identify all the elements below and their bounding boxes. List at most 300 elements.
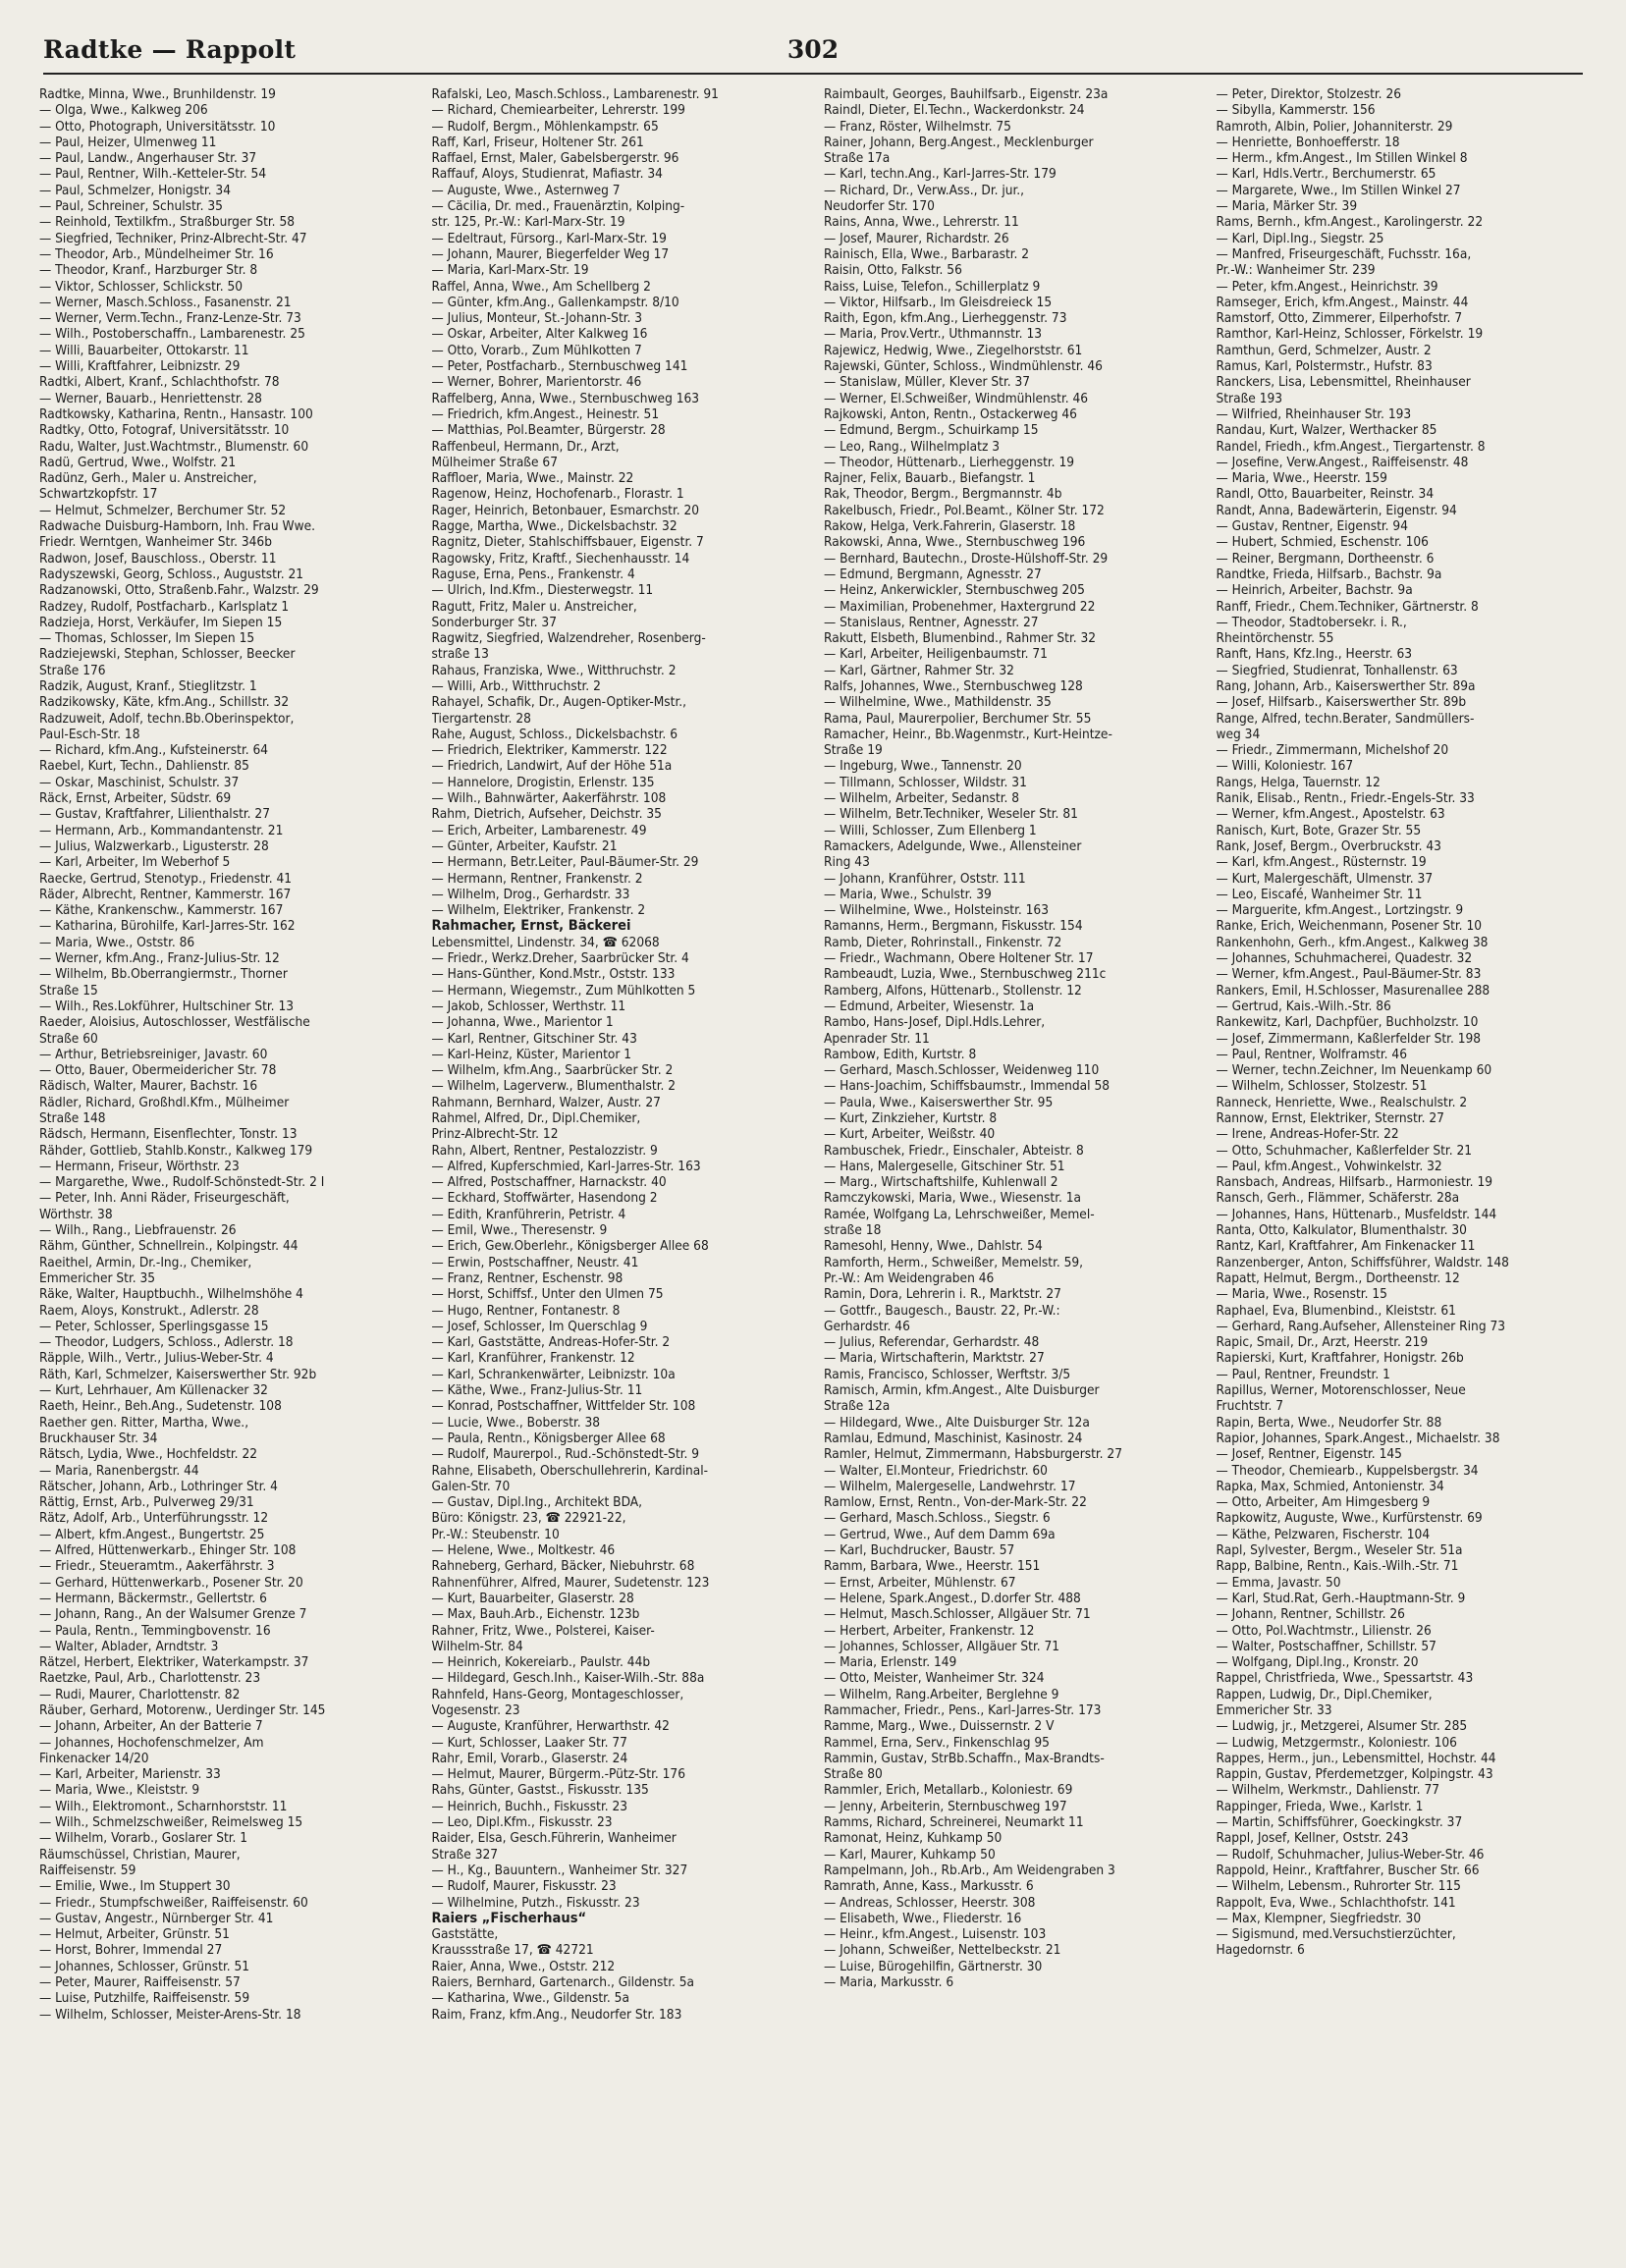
directory-entry: Raiers „Fischerhaus“ (431, 1910, 587, 1926)
directory-entry: Radtki, Albert, Kranf., Schlachthofstr. 78 (39, 374, 280, 391)
directory-entry: Rammler, Erich, Metallarb., Koloniestr. 69 (824, 1782, 1073, 1799)
directory-entry: — Paul, Rentner, Wolframstr. 46 (1216, 1046, 1407, 1062)
directory-entry: — Wilhelm, Schlosser, Meister-Arens-Str. 18 (39, 2006, 301, 2023)
directory-entry: — Katharina, Wwe., Gildenstr. 5a (431, 1990, 629, 2007)
directory-entry: — Hildegard, Wwe., Alte Duisburger Str. 12a (824, 1414, 1090, 1431)
directory-entry: — Walter, Postschaffner, Schillstr. 57 (1216, 1638, 1436, 1654)
directory-entry: Raiers, Bernhard, Gartenarch., Gildenstr. 5a (431, 1974, 695, 1991)
directory-entry: — Gustav, Dipl.Ing., Architekt BDA, (431, 1494, 642, 1511)
directory-entry: Prinz-Albrecht-Str. 12 (431, 1126, 559, 1143)
directory-entry: — Jakob, Schlosser, Werthstr. 11 (431, 998, 626, 1014)
directory-entry: Rajkowski, Anton, Rentn., Ostackerweg 46 (824, 405, 1077, 422)
directory-entry: Rapkowitz, Auguste, Wwe., Kurfürstenstr. 69 (1216, 1510, 1483, 1527)
directory-entry: — Werner, Masch.Schloss., Fasanenstr. 21 (39, 294, 292, 310)
directory-entry: — Martin, Schiffsführer, Goeckingkstr. 37 (1216, 1814, 1463, 1831)
directory-entry: Rang, Johann, Arb., Kaiserswerther Str. 89a (1216, 677, 1476, 694)
directory-entry: — Andreas, Schlosser, Heerstr. 308 (824, 1894, 1036, 1911)
directory-entry: — Viktor, Hilfsarb., Im Gleisdreieck 15 (824, 294, 1053, 310)
directory-entry: — Walter, El.Monteur, Friedrichstr. 60 (824, 1462, 1048, 1479)
directory-entry: — Hans-Joachim, Schiffsbaumstr., Immendal 58 (824, 1078, 1111, 1095)
directory-entry: — Julius, Referendar, Gerhardstr. 48 (824, 1334, 1040, 1351)
directory-entry: — Viktor, Schlosser, Schlickstr. 50 (39, 278, 244, 295)
directory-entry: — Luise, Bürogehilfin, Gärtnerstr. 30 (824, 1958, 1043, 1974)
directory-entry: Rambo, Hans-Josef, Dipl.Hdls.Lehrer, (824, 1014, 1046, 1031)
directory-entry: — Paul, kfm.Angest., Vohwinkelstr. 32 (1216, 1158, 1442, 1174)
directory-entry: — Karl, Dipl.Ing., Siegstr. 25 (1216, 230, 1384, 246)
directory-entry: — Josef, Hilfsarb., Kaiserswerther Str. 89b (1216, 694, 1467, 711)
directory-entry: Räuber, Gerhard, Motorenw., Uerdinger Str. 145 (39, 1701, 326, 1718)
directory-entry: — Emil, Wwe., Theresenstr. 9 (431, 1222, 608, 1239)
directory-entry: Rakutt, Elsbeth, Blumenbind., Rahmer Str. 32 (824, 630, 1097, 647)
directory-entry: — Karl-Heinz, Küster, Marientor 1 (431, 1046, 632, 1062)
directory-entry: — Gerhard, Hüttenwerkarb., Posener Str. 20 (39, 1574, 303, 1591)
directory-entry: — Katharina, Bürohilfe, Karl-Jarres-Str. 162 (39, 918, 296, 935)
directory-entry: Räumschüssel, Christian, Maurer, (39, 1846, 241, 1863)
directory-entry: Ramée, Wolfgang La, Lehrschweißer, Memel- (824, 1206, 1095, 1222)
directory-entry: — Karl, Gaststätte, Andreas-Hofer-Str. 2 (431, 1334, 671, 1351)
directory-entry: — Richard, Chemiearbeiter, Lehrerstr. 199 (431, 102, 685, 119)
directory-entry: Rähm, Günther, Schnellrein., Kolpingstr. 44 (39, 1238, 298, 1255)
directory-entry: — Maximilian, Probenehmer, Haxtergrund 22 (824, 598, 1096, 615)
directory-entry: Rapillus, Werner, Motorenschlosser, Neue (1216, 1382, 1466, 1399)
directory-entry: Ranik, Elisab., Rentn., Friedr.-Engels-Str. 33 (1216, 790, 1475, 807)
directory-entry: Kraussstraße 17, ☎ 42721 (431, 1942, 594, 1959)
directory-entry: — Helmut, Maurer, Bürgerm.-Pütz-Str. 176 (431, 1766, 685, 1783)
directory-entry: Rahs, Günter, Gastst., Fiskusstr. 135 (431, 1782, 649, 1799)
directory-entry: — Karl, Hdls.Vertr., Berchumerstr. 65 (1216, 166, 1436, 183)
directory-entry: — Heinrich, Buchh., Fiskusstr. 23 (431, 1798, 628, 1814)
directory-entry: Ramlau, Edmund, Maschinist, Kasinostr. 24 (824, 1430, 1083, 1446)
directory-entry: — Maria, Wwe., Oststr. 86 (39, 934, 195, 950)
directory-entry: — Edmund, Arbeiter, Wiesenstr. 1a (824, 998, 1035, 1014)
directory-entry: — Albert, kfm.Angest., Bungertstr. 25 (39, 1526, 265, 1542)
directory-entry: Straße 148 (39, 1110, 106, 1126)
directory-entry: — Heinz, Ankerwickler, Sternbuschweg 205 (824, 582, 1085, 599)
directory-entry: — Werner, techn.Zeichner, Im Neuenkamp 60 (1216, 1062, 1492, 1079)
directory-entry: Rapic, Smail, Dr., Arzt, Heerstr. 219 (1216, 1334, 1429, 1351)
directory-entry: — Rudolf, Schuhmacher, Julius-Weber-Str. 46 (1216, 1846, 1485, 1863)
directory-entry: — Werner, El.Schweißer, Windmühlenstr. 46 (824, 390, 1089, 406)
directory-entry: — Marguerite, kfm.Angest., Lortzingstr. 9 (1216, 902, 1464, 919)
directory-entry: — Theodor, Ludgers, Schloss., Adlerstr. 18 (39, 1334, 294, 1351)
directory-entry: — Johannes, Schuhmacherei, Quadestr. 32 (1216, 950, 1473, 967)
directory-entry: Raffloer, Maria, Wwe., Mainstr. 22 (431, 470, 634, 487)
directory-entry: Ranta, Otto, Kalkulator, Blumenthalstr. 30 (1216, 1222, 1467, 1239)
directory-entry: Rättig, Ernst, Arb., Pulverweg 29/31 (39, 1494, 254, 1511)
directory-entry: Ramacher, Heinr., Bb.Wagenmstr., Kurt-Heintze- (824, 726, 1112, 742)
directory-entry: Radwon, Josef, Bauschloss., Oberstr. 11 (39, 550, 277, 567)
directory-entry: Ramthun, Gerd, Schmelzer, Austr. 2 (1216, 342, 1432, 358)
directory-entry: — Paul, Landw., Angerhauser Str. 37 (39, 150, 257, 167)
directory-entry: Rappinger, Frieda, Wwe., Karlstr. 1 (1216, 1798, 1424, 1814)
directory-entry: — Karl, Stud.Rat, Gerh.-Hauptmann-Str. 9 (1216, 1590, 1466, 1606)
directory-entry: — Paul, Rentner, Wilh.-Ketteler-Str. 54 (39, 166, 267, 183)
directory-entry: Radziejewski, Stephan, Schlosser, Beecker (39, 646, 296, 663)
directory-entry: Rajewski, Günter, Schloss., Windmühlenstr. 46 (824, 358, 1103, 375)
directory-entry: — Jenny, Arbeiterin, Sternbuschweg 197 (824, 1798, 1067, 1814)
directory-entry: — Friedrich, kfm.Angest., Heinestr. 51 (431, 405, 660, 422)
directory-entry: — Otto, Bauer, Obermeidericher Str. 78 (39, 1062, 277, 1079)
directory-entry: Raem, Aloys, Konstrukt., Adlerstr. 28 (39, 1302, 259, 1319)
directory-entry: Randau, Kurt, Walzer, Werthacker 85 (1216, 422, 1437, 439)
directory-entry: Ramus, Karl, Polstermstr., Hufstr. 83 (1216, 358, 1433, 375)
directory-entry: Rama, Paul, Maurerpolier, Berchumer Str. 55 (824, 710, 1092, 727)
directory-entry: Ralfs, Johannes, Wwe., Sternbuschweg 128 (824, 677, 1083, 694)
directory-entry: Raff, Karl, Friseur, Holtener Str. 261 (431, 134, 644, 150)
directory-entry: — Ingeburg, Wwe., Tannenstr. 20 (824, 758, 1022, 775)
directory-entry: Ramler, Helmut, Zimmermann, Habsburgerstr. 27 (824, 1446, 1122, 1463)
directory-entry: Ramczykowski, Maria, Wwe., Wiesenstr. 1a (824, 1190, 1082, 1207)
directory-entry: — Julius, Monteur, St.-Johann-Str. 3 (431, 310, 643, 327)
directory-entry: — Heinr., kfm.Angest., Luisenstr. 103 (824, 1926, 1047, 1943)
directory-entry: Rammin, Gustav, StrBb.Schaffn., Max-Brandts- (824, 1750, 1105, 1766)
directory-entry: — Wilh., Bahnwärter, Aakerfährstr. 108 (431, 790, 667, 807)
directory-entry: — Franz, Rentner, Eschenstr. 98 (431, 1269, 623, 1286)
directory-entry: — Helmut, Schmelzer, Berchumer Str. 52 (39, 502, 287, 518)
directory-entry: — Wilhelmine, Wwe., Holsteinstr. 163 (824, 902, 1049, 919)
directory-entry: Ramforth, Herm., Schweißer, Memelstr. 59, (824, 1254, 1084, 1270)
directory-entry: Rampelmann, Joh., Rb.Arb., Am Weidengraben 3 (824, 1862, 1115, 1878)
directory-entry: Straße 12a (824, 1398, 891, 1415)
directory-entry: — Peter, Inh. Anni Räder, Friseurgeschäft, (39, 1190, 290, 1207)
directory-entry: — Auguste, Wwe., Asternweg 7 (431, 182, 621, 198)
directory-entry: Rahn, Albert, Rentner, Pestalozzistr. 9 (431, 1142, 658, 1159)
directory-entry: — Maria, Wwe., Schulstr. 39 (824, 886, 992, 902)
directory-entry: — Julius, Walzwerkarb., Ligusterstr. 28 (39, 837, 269, 854)
directory-entry: Wilhelm-Str. 84 (431, 1638, 523, 1654)
directory-entry: Rankewitz, Karl, Dachpfüer, Buchholzstr. 10 (1216, 1014, 1479, 1031)
directory-entry: — Wilhelm, Bb.Oberrangiermstr., Thorner (39, 966, 288, 983)
directory-entry: — Leo, Eiscafé, Wanheimer Str. 11 (1216, 886, 1423, 902)
directory-entry: Range, Alfred, techn.Berater, Sandmüllers- (1216, 710, 1475, 727)
directory-entry: Lebensmittel, Lindenstr. 34, ☎ 62068 (431, 934, 660, 950)
directory-entry: — Kurt, Schlosser, Laaker Str. 77 (431, 1734, 627, 1751)
directory-entry: Ramisch, Armin, kfm.Angest., Alte Duisburger (824, 1382, 1100, 1399)
directory-entry: — Friedr., Werkz.Dreher, Saarbrücker Str. 4 (431, 950, 689, 967)
directory-entry: Ramroth, Albin, Polier, Johanniterstr. 29 (1216, 118, 1453, 135)
directory-entry: Raguse, Erna, Pens., Frankenstr. 4 (431, 566, 635, 582)
directory-entry: — Siegfried, Techniker, Prinz-Albrecht-Str. 47 (39, 230, 307, 246)
directory-entry: Raim, Franz, kfm.Ang., Neudorfer Str. 183 (431, 2006, 682, 2023)
directory-entry: Ramrath, Anne, Kass., Markusstr. 6 (824, 1878, 1034, 1895)
directory-entry: Rannow, Ernst, Elektriker, Sternstr. 27 (1216, 1110, 1444, 1126)
directory-entry: — Herm., kfm.Angest., Im Stillen Winkel 8 (1216, 150, 1468, 167)
directory-entry: Radzik, August, Kranf., Stieglitzstr. 1 (39, 677, 257, 694)
directory-entry: Raffael, Ernst, Maler, Gabelsbergerstr. 96 (431, 150, 679, 167)
directory-entry: weg 34 (1216, 726, 1261, 742)
directory-entry: — Peter, kfm.Angest., Heinrichstr. 39 (1216, 278, 1438, 295)
directory-entry: Ragwitz, Siegfried, Walzendreher, Rosenberg- (431, 630, 706, 647)
directory-entry: — Gertrud, Wwe., Auf dem Damm 69a (824, 1526, 1056, 1542)
directory-entry: Radzey, Rudolf, Postfacharb., Karlsplatz 1 (39, 598, 290, 615)
directory-entry: Raetzke, Paul, Arb., Charlottenstr. 23 (39, 1670, 261, 1687)
directory-entry: Randtke, Frieda, Hilfsarb., Bachstr. 9a (1216, 566, 1442, 582)
directory-entry: — Wilhelmine, Wwe., Mathildenstr. 35 (824, 694, 1052, 711)
directory-entry: Räck, Ernst, Arbeiter, Südstr. 69 (39, 790, 232, 807)
directory-entry: Ramms, Richard, Schreinerei, Neumarkt 11 (824, 1814, 1084, 1831)
directory-entry: — Max, Klempner, Siegfriedstr. 30 (1216, 1910, 1422, 1926)
directory-entry: — Hermann, Wiegemstr., Zum Mühlkotten 5 (431, 982, 696, 999)
directory-entry: — Friedrich, Landwirt, Auf der Höhe 51a (431, 758, 673, 775)
directory-entry: — Siegfried, Studienrat, Tonhallenstr. 63 (1216, 662, 1458, 678)
directory-entry: — Josef, Maurer, Richardstr. 26 (824, 230, 1009, 246)
directory-entry: — Gustav, Rentner, Eigenstr. 94 (1216, 518, 1408, 535)
directory-entry: Schwartzkopfstr. 17 (39, 486, 158, 503)
directory-entry: — Leo, Rang., Wilhelmplatz 3 (824, 438, 1001, 455)
directory-entry: Raeder, Aloisius, Autoschlosser, Westfälische (39, 1014, 310, 1031)
directory-entry: — Hans-Günther, Kond.Mstr., Oststr. 133 (431, 966, 676, 983)
directory-entry: Rahr, Emil, Vorarb., Glaserstr. 24 (431, 1750, 628, 1766)
directory-entry: Rapka, Max, Schmied, Antonienstr. 34 (1216, 1478, 1444, 1494)
directory-entry: Rätscher, Johann, Arb., Lothringer Str. 4 (39, 1478, 278, 1494)
directory-entry: — Sibylla, Kammerstr. 156 (1216, 102, 1376, 119)
directory-entry: — Theodor, Kranf., Harzburger Str. 8 (39, 262, 258, 279)
directory-entry: — Theodor, Stadtobersekr. i. R., (1216, 614, 1407, 630)
directory-entry: Rahaus, Franziska, Wwe., Witthruchstr. 2 (431, 662, 677, 678)
directory-entry: Ramstorf, Otto, Zimmerer, Eilperhofstr. 7 (1216, 310, 1463, 327)
directory-entry: — Stanislaw, Müller, Klever Str. 37 (824, 374, 1031, 391)
directory-entry: Neudorfer Str. 170 (824, 198, 935, 215)
directory-entry: Rangs, Helga, Tauernstr. 12 (1216, 774, 1381, 790)
directory-entry: Raier, Anna, Wwe., Oststr. 212 (431, 1958, 616, 1974)
directory-entry: — Josef, Schlosser, Im Querschlag 9 (431, 1318, 648, 1334)
directory-entry: — Richard, Dr., Verw.Ass., Dr. jur., (824, 182, 1025, 198)
directory-entry: Rahnenführer, Alfred, Maurer, Sudetenstr. 123 (431, 1574, 710, 1591)
directory-entry: Radzuweit, Adolf, techn.Bb.Oberinspektor, (39, 710, 295, 727)
directory-entry: Radyszewski, Georg, Schloss., Auguststr. 21 (39, 566, 304, 582)
directory-entry: — Karl, kfm.Angest., Rüsternstr. 19 (1216, 854, 1427, 871)
directory-entry: Rank, Josef, Bergm., Overbruckstr. 43 (1216, 837, 1441, 854)
directory-entry: Raebel, Kurt, Techn., Dahlienstr. 85 (39, 758, 249, 775)
directory-entry: — Karl, Maurer, Kuhkamp 50 (824, 1846, 996, 1863)
page-number: 302 (786, 35, 840, 64)
directory-entry: Gaststätte, (431, 1926, 499, 1943)
directory-entry: — Maria, Wwe., Kleiststr. 9 (39, 1782, 200, 1799)
directory-entry: Ramis, Francisco, Schlosser, Werftstr. 3/5 (824, 1366, 1071, 1382)
directory-entry: — Maria, Prov.Vertr., Uthmannstr. 13 (824, 326, 1043, 343)
directory-entry: — Josefine, Verw.Angest., Raiffeisenstr. 48 (1216, 454, 1469, 470)
directory-entry: — Matthias, Pol.Beamter, Bürgerstr. 28 (431, 422, 666, 439)
directory-entry: Rädsch, Hermann, Eisenflechter, Tonstr. 13 (39, 1126, 298, 1143)
directory-entry: — Edith, Kranführerin, Petristr. 4 (431, 1206, 626, 1222)
directory-entry: Rahner, Fritz, Wwe., Polsterei, Kaiser- (431, 1622, 655, 1639)
directory-entry: — Otto, Arbeiter, Am Himgesberg 9 (1216, 1494, 1431, 1511)
directory-entry: — Paula, Rentn., Temmingbovenstr. 16 (39, 1622, 271, 1639)
directory-entry: — Rudi, Maurer, Charlottenstr. 82 (39, 1686, 241, 1702)
directory-entry: — Johann, Rang., An der Walsumer Grenze 7 (39, 1606, 307, 1623)
directory-entry: — Willi, Koloniestr. 167 (1216, 758, 1354, 775)
directory-entry: Ramlow, Ernst, Rentn., Von-der-Mark-Str. 22 (824, 1494, 1087, 1511)
directory-entry: Radu, Walter, Just.Wachtmstr., Blumenstr. 60 (39, 438, 309, 455)
directory-entry: — Wilhelm, Schlosser, Stolzestr. 51 (1216, 1078, 1428, 1095)
directory-entry: — Friedr., Steueramtm., Aakerfährstr. 3 (39, 1558, 275, 1575)
directory-entry: — Edmund, Bergmann, Agnesstr. 27 (824, 566, 1042, 582)
directory-entry: — Edmund, Bergm., Schuirkamp 15 (824, 422, 1039, 439)
directory-entry: — Margarethe, Wwe., Rudolf-Schönstedt-Str. 2 I (39, 1174, 325, 1191)
directory-entry: — Ludwig, jr., Metzgerei, Alsumer Str. 285 (1216, 1718, 1468, 1735)
directory-entry: — Heinrich, Arbeiter, Bachstr. 9a (1216, 582, 1413, 599)
directory-entry: Ranke, Erich, Weichenmann, Posener Str. 10 (1216, 918, 1482, 935)
directory-entry: — Wilhelm, Betr.Techniker, Weseler Str. 81 (824, 806, 1078, 823)
directory-entry: Vogesenstr. 23 (431, 1701, 520, 1718)
directory-entry: Rager, Heinrich, Betonbauer, Esmarchstr. 20 (431, 502, 700, 518)
directory-entry: — Auguste, Kranführer, Herwarthstr. 42 (431, 1718, 670, 1735)
directory-entry: — Paul, Schmelzer, Honigstr. 34 (39, 182, 231, 198)
directory-entry: Raider, Elsa, Gesch.Führerin, Wanheimer (431, 1830, 677, 1847)
directory-entry: — Helmut, Arbeiter, Grünstr. 51 (39, 1926, 230, 1943)
directory-entry: — Ludwig, Metzgermstr., Koloniestr. 106 (1216, 1734, 1457, 1751)
directory-entry: — Tillmann, Schlosser, Wildstr. 31 (824, 774, 1027, 790)
directory-entry: Raiss, Luise, Telefon., Schillerplatz 9 (824, 278, 1041, 295)
directory-entry: Ranckers, Lisa, Lebensmittel, Rheinhauser (1216, 374, 1471, 391)
directory-entry: — Gustav, Angestr., Nürnberger Str. 41 (39, 1910, 274, 1926)
directory-entry: — Emilie, Wwe., Im Stuppert 30 (39, 1878, 231, 1895)
directory-entry: Randt, Anna, Badewärterin, Eigenstr. 94 (1216, 502, 1457, 518)
directory-entry: — Wilhelm, kfm.Ang., Saarbrücker Str. 2 (431, 1062, 674, 1079)
directory-entry: Rapatt, Helmut, Bergm., Dortheenstr. 12 (1216, 1269, 1460, 1286)
directory-entry: — Elisabeth, Wwe., Fliederstr. 16 (824, 1910, 1022, 1926)
directory-entry: — Johann, Schweißer, Nettelbeckstr. 21 (824, 1942, 1061, 1959)
directory-entry: Rainer, Johann, Berg.Angest., Mecklenburger (824, 134, 1094, 150)
directory-entry: Raffauf, Aloys, Studienrat, Mafiastr. 34 (431, 166, 663, 183)
directory-entry: — Eckhard, Stoffwärter, Hasendong 2 (431, 1190, 658, 1207)
column-4 (1217, 86, 1592, 2246)
directory-entry: Raeth, Heinr., Beh.Ang., Sudetenstr. 108 (39, 1398, 282, 1415)
directory-entry: Rätzel, Herbert, Elektriker, Waterkampstr. 37 (39, 1654, 309, 1671)
directory-entry: — Hans, Malergeselle, Gitschiner Str. 51 (824, 1158, 1065, 1174)
directory-entry: Straße 176 (39, 662, 106, 678)
directory-entry: Rädler, Richard, Großhdl.Kfm., Mülheimer (39, 1094, 290, 1110)
directory-entry: — Käthe, Pelzwaren, Fischerstr. 104 (1216, 1526, 1431, 1542)
directory-entry: — Ulrich, Ind.Kfm., Diesterwegstr. 11 (431, 582, 654, 599)
directory-entry: — Johannes, Hans, Hüttenarb., Musfeldstr. 144 (1216, 1206, 1497, 1222)
directory-entry: Hagedornstr. 6 (1216, 1942, 1305, 1959)
directory-entry: — Maria, Ranenbergstr. 44 (39, 1462, 199, 1479)
directory-entry: — Bernhard, Bautechn., Droste-Hülshoff-Str. 29 (824, 550, 1109, 567)
directory-entry: — Wilh., Elektromont., Scharnhorststr. 11 (39, 1798, 288, 1814)
directory-entry: Rappel, Christfrieda, Wwe., Spessartstr. 43 (1216, 1670, 1474, 1687)
directory-entry: — Hugo, Rentner, Fontanestr. 8 (431, 1302, 621, 1319)
directory-entry: Rak, Theodor, Bergm., Bergmannstr. 4b (824, 486, 1062, 503)
directory-entry: Radtky, Otto, Fotograf, Universitätsstr. 10 (39, 422, 290, 439)
directory-entry: — Friedr., Stumpfschweißer, Raiffeisenstr. 60 (39, 1894, 308, 1911)
directory-entry: — Rudolf, Bergm., Möhlenkampstr. 65 (431, 118, 659, 135)
directory-entry: Büro: Königstr. 23, ☎ 22921-22, (431, 1510, 626, 1527)
directory-entry: Rädisch, Walter, Maurer, Bachstr. 16 (39, 1078, 258, 1095)
directory-entry: — Wilh., Postoberschaffn., Lambarenestr. 25 (39, 326, 305, 343)
directory-entry: — Otto, Schuhmacher, Kaßlerfelder Str. 21 (1216, 1142, 1473, 1159)
directory-entry: Rahneberg, Gerhard, Bäcker, Niebuhrstr. 68 (431, 1558, 695, 1575)
directory-entry: Ragutt, Fritz, Maler u. Anstreicher, (431, 598, 637, 615)
directory-entry: — Herbert, Arbeiter, Frankenstr. 12 (824, 1622, 1035, 1639)
directory-entry: — Paula, Rentn., Königsberger Allee 68 (431, 1430, 666, 1446)
directory-entry: — Richard, kfm.Ang., Kufsteinerstr. 64 (39, 742, 269, 759)
directory-entry: — Käthe, Krankenschw., Kammerstr. 167 (39, 902, 284, 919)
directory-entry: — Wilh., Rang., Liebfrauenstr. 26 (39, 1222, 237, 1239)
directory-entry: — Horst, Schiffsf., Unter den Ulmen 75 (431, 1286, 664, 1303)
directory-entry: — Karl, Kranführer, Frankenstr. 12 (431, 1350, 635, 1367)
directory-entry: — Johann, Maurer, Biegerfelder Weg 17 (431, 245, 670, 262)
directory-entry: — Kurt, Malergeschäft, Ulmenstr. 37 (1216, 870, 1434, 887)
directory-entry: — Josef, Zimmermann, Kaßlerfelder Str. 198 (1216, 1030, 1482, 1047)
directory-entry: Ramackers, Adelgunde, Wwe., Allensteiner (824, 837, 1082, 854)
directory-entry: — Irene, Andreas-Hofer-Str. 22 (1216, 1126, 1399, 1143)
directory-entry: — Johannes, Hochofenschmelzer, Am (39, 1734, 264, 1751)
directory-entry: Gerhardstr. 46 (824, 1318, 910, 1334)
directory-entry: — Paul, Rentner, Freundstr. 1 (1216, 1366, 1390, 1382)
directory-entry: — Johann, Rentner, Schillstr. 26 (1216, 1606, 1405, 1623)
directory-entry: Raffel, Anna, Wwe., Am Schellberg 2 (431, 278, 651, 295)
directory-entry: — Gerhard, Masch.Schlosser, Weidenweg 110 (824, 1062, 1100, 1079)
directory-entry: Raecke, Gertrud, Stenotyp., Friedenstr. 41 (39, 870, 293, 887)
directory-entry: Raffenbeul, Hermann, Dr., Arzt, (431, 438, 620, 455)
directory-entry: — H., Kg., Bauuntern., Wanheimer Str. 327 (431, 1862, 688, 1878)
directory-entry: — Johanna, Wwe., Marientor 1 (431, 1014, 614, 1031)
directory-entry: — Erich, Arbeiter, Lambarenestr. 49 (431, 822, 647, 838)
directory-entry: Rätsch, Lydia, Wwe., Hochfeldstr. 22 (39, 1446, 258, 1463)
directory-entry: Rankenhohn, Gerh., kfm.Angest., Kalkweg 38 (1216, 934, 1489, 950)
directory-entry: — Friedr., Zimmermann, Michelshof 20 (1216, 742, 1449, 759)
directory-entry: Rahe, August, Schloss., Dickelsbachstr. 6 (431, 726, 678, 742)
directory-entry: — Thomas, Schlosser, Im Siepen 15 (39, 630, 255, 647)
directory-entry: — Friedr., Wachmann, Obere Holtener Str. 17 (824, 950, 1094, 967)
directory-entry: — Heinrich, Kokereiarb., Paulstr. 44b (431, 1654, 651, 1671)
directory-entry: — Johann, Kranführer, Oststr. 111 (824, 870, 1026, 887)
directory-entry: — Günter, kfm.Ang., Gallenkampstr. 8/10 (431, 294, 679, 310)
directory-entry: — Otto, Photograph, Universitätsstr. 10 (39, 118, 276, 135)
directory-entry: Radwache Duisburg-Hamborn, Inh. Frau Wwe. (39, 518, 316, 535)
directory-entry: — Leo, Dipl.Kfm., Fiskusstr. 23 (431, 1814, 613, 1831)
directory-entry: — Hermann, Arb., Kommandantenstr. 21 (39, 822, 284, 838)
directory-entry: — Werner, kfm.Ang., Franz-Julius-Str. 12 (39, 950, 280, 967)
directory-entry: Galen-Str. 70 (431, 1478, 511, 1494)
directory-entry: — Helmut, Masch.Schlosser, Allgäuer Str. 71 (824, 1606, 1091, 1623)
directory-entry: Ramanns, Herm., Bergmann, Fiskusstr. 154 (824, 918, 1083, 935)
directory-entry: — Karl, Gärtner, Rahmer Str. 32 (824, 662, 1014, 678)
directory-entry: Ramesohl, Henny, Wwe., Dahlstr. 54 (824, 1238, 1043, 1255)
directory-entry: Ramme, Marg., Wwe., Duissernstr. 2 V (824, 1718, 1055, 1735)
directory-entry: — Rudolf, Maurer, Fiskusstr. 23 (431, 1878, 617, 1895)
directory-entry: — Maria, Wirtschafterin, Marktstr. 27 (824, 1350, 1045, 1367)
directory-entry: Tiergartenstr. 28 (431, 710, 531, 727)
directory-entry: — Wilfried, Rheinhauser Str. 193 (1216, 405, 1412, 422)
directory-entry: Raffelberg, Anna, Wwe., Sternbuschweg 163 (431, 390, 700, 406)
directory-entry: — Gertrud, Kais.-Wilh.-Str. 86 (1216, 998, 1391, 1014)
directory-entry: Ransch, Gerh., Flämmer, Schäferstr. 28a (1216, 1190, 1460, 1207)
directory-entry: Mülheimer Straße 67 (431, 454, 558, 470)
directory-entry: Rahmel, Alfred, Dr., Dipl.Chemiker, (431, 1110, 641, 1126)
directory-entry: — Karl, Rentner, Gitschiner Str. 43 (431, 1030, 637, 1047)
directory-entry: Ring 43 (824, 854, 870, 871)
directory-entry: — Erwin, Postschaffner, Neustr. 41 (431, 1254, 639, 1270)
directory-entry: Rapl, Sylvester, Bergm., Weseler Str. 51a (1216, 1542, 1463, 1559)
directory-entry: — Gerhard, Masch.Schloss., Siegstr. 6 (824, 1510, 1051, 1527)
directory-entry: Ragnitz, Dieter, Stahlschiffsbauer, Eigenstr. 7 (431, 534, 704, 551)
directory-entry: — Hermann, Rentner, Frankenstr. 2 (431, 870, 643, 887)
page-header (43, 33, 1583, 75)
directory-entry: Rains, Anna, Wwe., Lehrerstr. 11 (824, 214, 1019, 231)
directory-entry: — Arthur, Betriebsreiniger, Javastr. 60 (39, 1046, 268, 1062)
directory-entry: Straße 15 (39, 982, 98, 999)
directory-entry: Rambuschek, Friedr., Einschaler, Abteistr. 8 (824, 1142, 1084, 1159)
directory-entry: — Emma, Javastr. 50 (1216, 1574, 1341, 1591)
directory-entry: Rappolt, Eva, Wwe., Schlachthofstr. 141 (1216, 1894, 1456, 1911)
directory-entry: Rätz, Adolf, Arb., Unterführungsstr. 12 (39, 1510, 269, 1527)
directory-entry: Raisin, Otto, Falkstr. 56 (824, 262, 962, 279)
directory-entry: Ramm, Barbara, Wwe., Heerstr. 151 (824, 1558, 1041, 1575)
directory-entry: — Wilhelm, Elektriker, Frankenstr. 2 (431, 902, 646, 919)
directory-entry: Räder, Albrecht, Rentner, Kammerstr. 167 (39, 886, 292, 902)
